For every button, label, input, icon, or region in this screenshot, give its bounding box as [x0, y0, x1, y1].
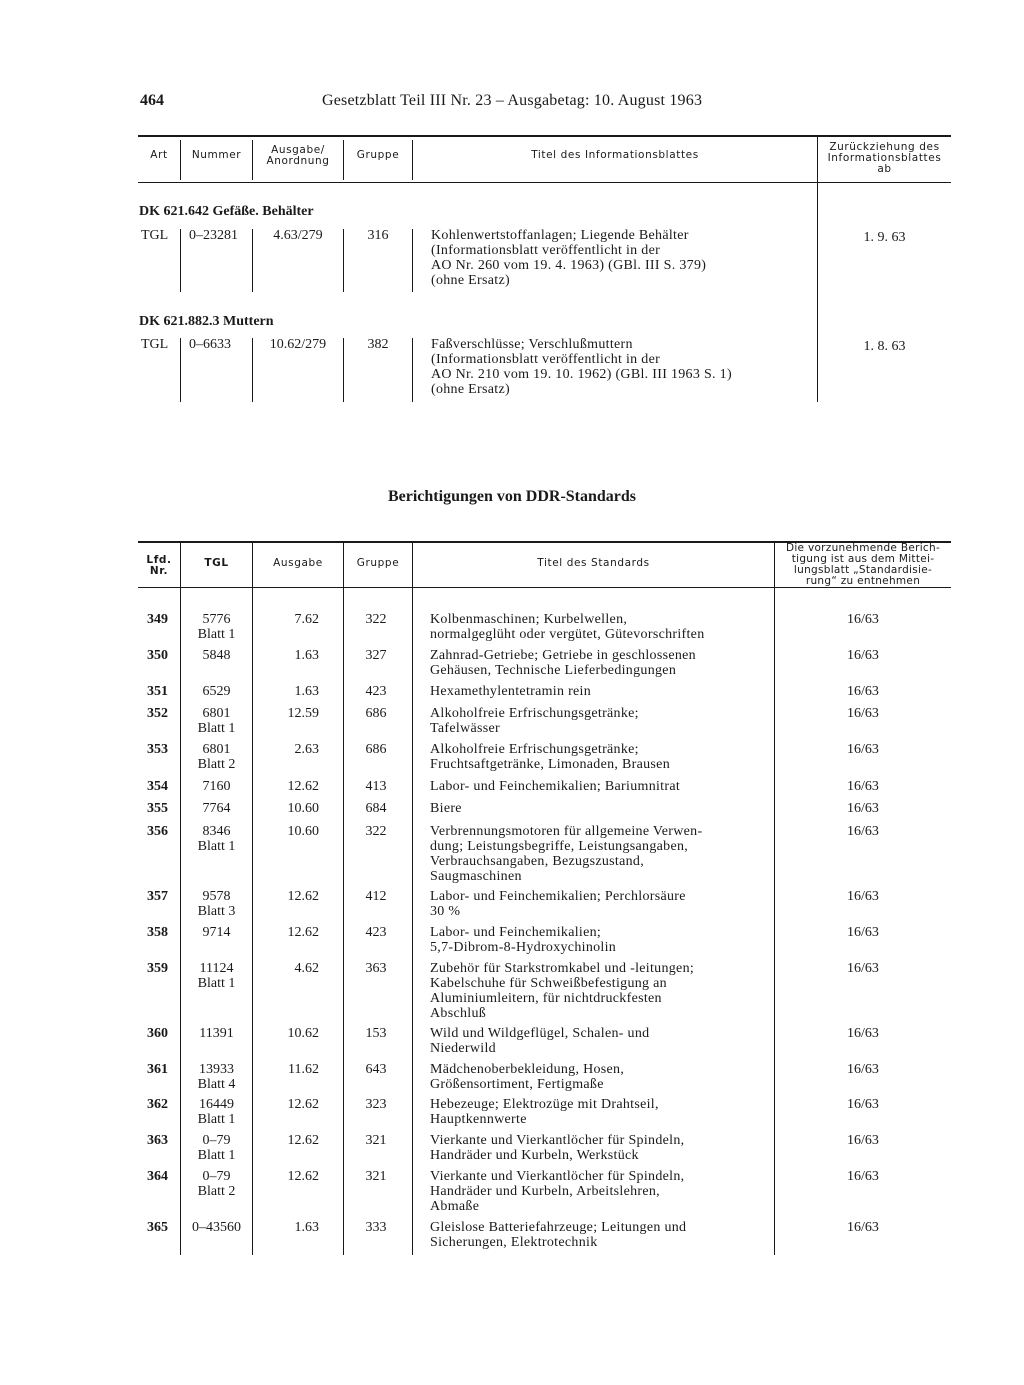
cell-gruppe: 684: [365, 801, 387, 816]
cell-lfd: 359: [147, 961, 168, 976]
cell-mitteilung: 16/63: [847, 925, 879, 940]
cell-ausgabe: 12.62: [287, 779, 319, 794]
cell-gruppe: 423: [365, 684, 387, 699]
cell-mitteilung: 16/63: [847, 824, 879, 839]
cell-mitteilung: 16/63: [847, 742, 879, 757]
cell-ausgabe: 12.62: [287, 1133, 319, 1148]
cell-mitteilung: 16/63: [847, 801, 879, 816]
section-heading: DK 621.642 Gefäße. Behälter: [139, 204, 314, 219]
cell-mitteilung: 16/63: [847, 1220, 879, 1235]
cell-lfd: 350: [147, 648, 168, 663]
cell-tgl: 13933 Blatt 4: [197, 1062, 236, 1092]
cell-ausgabe: 1.63: [294, 1220, 319, 1235]
col-ausgabe-header: Ausgabe/ Anordnung: [266, 144, 330, 167]
cell-lfd: 352: [147, 706, 168, 721]
cell-tgl: 11391: [199, 1026, 234, 1041]
cell-titel: Hexamethylentetramin rein: [430, 684, 592, 699]
cell-ausgabe: 12.62: [287, 889, 319, 904]
cell-titel: Mädchenoberbekleidung, Hosen, Größensortiment, Fertigmaße: [430, 1062, 625, 1092]
cell-ausgabe: 1.63: [294, 684, 319, 699]
cell-titel: Alkoholfreie Erfrischungsgetränke; Tafelwässer: [430, 706, 639, 736]
col-nummer-header: Nummer: [191, 149, 242, 161]
col-titel-header: Titel des Standards: [537, 557, 650, 569]
cell-titel: Kohlenwertstoffanlagen; Liegende Behälter (Informationsblatt veröffentlicht in der AO Nr. 260 vom 19. 4. 1963) (GBl. III S. 379) (ohne Ersatz): [431, 228, 707, 288]
cell-lfd: 356: [147, 824, 168, 839]
cell-titel: Labor- und Feinchemikalien; Perchlorsäure 30 %: [430, 889, 686, 919]
cell-tgl: 8346 Blatt 1: [197, 824, 236, 854]
cell-lfd: 354: [147, 779, 168, 794]
cell-lfd: 351: [147, 684, 168, 699]
cell-titel: Hebezeuge; Elektrozüge mit Drahtseil, Hauptkennwerte: [430, 1097, 659, 1127]
table1-separator: [817, 137, 818, 402]
cell-lfd: 361: [147, 1062, 168, 1077]
cell-lfd: 365: [147, 1220, 168, 1235]
cell-tgl: 11124 Blatt 1: [197, 961, 236, 991]
cell-lfd: 363: [147, 1133, 168, 1148]
cell-ausgabe: 7.62: [294, 612, 319, 627]
cell-gruppe: 321: [365, 1133, 387, 1148]
cell-titel: Alkoholfreie Erfrischungsgetränke; Fruchtsaftgetränke, Limonaden, Brausen: [430, 742, 670, 772]
cell-ausgabe: 12.62: [287, 1169, 319, 1184]
cell-lfd: 360: [147, 1026, 168, 1041]
cell-gruppe: 333: [365, 1220, 387, 1235]
cell-nummer: 0–23281: [189, 228, 238, 243]
cell-ausgabe: 1.63: [294, 648, 319, 663]
cell-gruppe: 686: [365, 742, 387, 757]
cell-titel: Verbrennungsmotoren für allgemeine Verwen- dung; Leistungsbegriffe, Leistungsangaben, Verbrauchsangaben, Bezugszustand, Saugmaschinen: [430, 824, 703, 884]
cell-tgl: 0–79 Blatt 2: [197, 1169, 236, 1199]
cell-ausgabe: 12.62: [287, 1097, 319, 1112]
cell-ausgabe: 12.62: [287, 925, 319, 940]
col-gruppe-header: Gruppe: [356, 149, 400, 161]
cell-gruppe: 327: [365, 648, 387, 663]
cell-titel: Labor- und Feinchemikalien; Bariumnitrat: [430, 779, 681, 794]
cell-lfd: 358: [147, 925, 168, 940]
cell-mitteilung: 16/63: [847, 1169, 879, 1184]
row-separator: [180, 338, 181, 402]
cell-mitteilung: 16/63: [847, 612, 879, 627]
cell-titel: Vierkante und Vierkantlöcher für Spindeln, Handräder und Kurbeln, Arbeitslehren, Abmaße: [430, 1169, 685, 1214]
cell-tgl: 0–79 Blatt 1: [197, 1133, 236, 1163]
cell-ausgabe: 2.63: [294, 742, 319, 757]
cell-lfd: 357: [147, 889, 168, 904]
cell-gruppe: 316: [367, 228, 389, 243]
cell-gruppe: 412: [365, 889, 387, 904]
cell-lfd: 355: [147, 801, 168, 816]
col-mitteilung-header: Die vorzunehmende Berich- tigung ist aus dem Mittei- lungsblatt „Standardisie- rung“ zu entnehmen: [785, 542, 941, 587]
cell-tgl: 7764: [202, 801, 231, 816]
cell-titel: Labor- und Feinchemikalien; 5,7-Dibrom-8-Hydroxychinolin: [430, 925, 617, 955]
cell-tgl: 6801 Blatt 1: [197, 706, 236, 736]
table2-separator: [412, 543, 413, 1255]
cell-gruppe: 643: [365, 1062, 387, 1077]
cell-ausgabe: 10.60: [287, 824, 319, 839]
cell-gruppe: 363: [365, 961, 387, 976]
cell-mitteilung: 16/63: [847, 1133, 879, 1148]
cell-gruppe: 382: [367, 337, 389, 352]
cell-gruppe: 322: [365, 612, 387, 627]
cell-gruppe: 322: [365, 824, 387, 839]
table2-header-rule: [138, 587, 951, 588]
cell-ausgabe: 10.60: [287, 801, 319, 816]
cell-lfd: 353: [147, 742, 168, 757]
cell-lfd: 362: [147, 1097, 168, 1112]
cell-zurueck: 1. 9. 63: [863, 230, 906, 245]
col-art-header: Art: [150, 149, 168, 161]
col-gruppe-header: Gruppe: [356, 557, 400, 569]
cell-titel: Vierkante und Vierkantlöcher für Spindeln, Handräder und Kurbeln, Werkstück: [430, 1133, 685, 1163]
cell-tgl: 9714: [202, 925, 231, 940]
row-separator: [180, 229, 181, 292]
section-heading: DK 621.882.3 Muttern: [139, 314, 274, 329]
cell-titel: Kolbenmaschinen; Kurbelwellen, normalgeglüht oder vergütet, Gütevorschriften: [430, 612, 705, 642]
cell-mitteilung: 16/63: [847, 1062, 879, 1077]
running-title: Gesetzblatt Teil III Nr. 23 – Ausgabetag: 10. August 1963: [322, 92, 703, 109]
cell-titel: Wild und Wildgeflügel, Schalen- und Niederwild: [430, 1026, 650, 1056]
col-titel-header: Titel des Informationsblattes: [531, 149, 699, 161]
cell-tgl: 7160: [202, 779, 231, 794]
cell-tgl: 9578 Blatt 3: [197, 889, 236, 919]
cell-ausgabe: 12.59: [287, 706, 319, 721]
cell-gruppe: 153: [365, 1026, 387, 1041]
cell-titel: Zubehör für Starkstromkabel und -leitungen; Kabelschuhe für Schweißbefestigung an Aluminiumleitern, für nichtdruckfesten Abschluß: [430, 961, 695, 1021]
cell-tgl: 6801 Blatt 2: [197, 742, 236, 772]
cell-tgl: 0–43560: [192, 1220, 241, 1235]
row-separator: [412, 229, 413, 292]
cell-mitteilung: 16/63: [847, 1026, 879, 1041]
cell-art: TGL: [141, 337, 169, 352]
cell-titel: Zahnrad-Getriebe; Getriebe in geschlossenen Gehäusen, Technische Lieferbedingungen: [430, 648, 696, 678]
cell-tgl: 5848: [202, 648, 231, 663]
table1-top-rule: [138, 135, 951, 137]
cell-ausgabe: 4.62: [294, 961, 319, 976]
cell-art: TGL: [141, 228, 169, 243]
cell-mitteilung: 16/63: [847, 961, 879, 976]
cell-gruppe: 323: [365, 1097, 387, 1112]
cell-gruppe: 321: [365, 1169, 387, 1184]
cell-mitteilung: 16/63: [847, 706, 879, 721]
cell-titel: Faßverschlüsse; Verschlußmuttern (Informationsblatt veröffentlicht in der AO Nr. 210 vom 19. 10. 1962) (GBl. III 1963 S. 1) (ohne Ersatz): [431, 337, 732, 397]
cell-nummer: 0–6633: [189, 337, 231, 352]
cell-gruppe: 423: [365, 925, 387, 940]
cell-mitteilung: 16/63: [847, 1097, 879, 1112]
page-number: 464: [140, 92, 164, 109]
cell-mitteilung: 16/63: [847, 648, 879, 663]
cell-ausgabe: 4.63/279: [273, 228, 323, 243]
row-separator: [412, 338, 413, 402]
cell-ausgabe: 10.62: [287, 1026, 319, 1041]
cell-lfd: 349: [147, 612, 168, 627]
cell-lfd: 364: [147, 1169, 168, 1184]
cell-mitteilung: 16/63: [847, 889, 879, 904]
col-tgl-header: TGL: [204, 557, 229, 569]
table2-heading: Berichtigungen von DDR-Standards: [387, 488, 637, 505]
table1-header-rule: [138, 182, 951, 183]
cell-ausgabe: 11.62: [288, 1062, 319, 1077]
cell-zurueck: 1. 8. 63: [863, 339, 906, 354]
cell-mitteilung: 16/63: [847, 779, 879, 794]
col-lfd-header: Lfd. Nr.: [146, 554, 172, 577]
cell-tgl: 6529: [202, 684, 231, 699]
cell-titel: Biere: [430, 801, 462, 816]
cell-titel: Gleislose Batteriefahrzeuge; Leitungen und Sicherungen, Elektrotechnik: [430, 1220, 687, 1250]
cell-mitteilung: 16/63: [847, 684, 879, 699]
cell-tgl: 5776 Blatt 1: [197, 612, 236, 642]
cell-ausgabe: 10.62/279: [269, 337, 327, 352]
col-zurueck-header: Zurückziehung des Informationsblattes ab: [827, 141, 942, 175]
col-ausgabe-header: Ausgabe: [273, 557, 323, 569]
cell-gruppe: 413: [365, 779, 387, 794]
cell-tgl: 16449 Blatt 1: [197, 1097, 236, 1127]
cell-gruppe: 686: [365, 706, 387, 721]
